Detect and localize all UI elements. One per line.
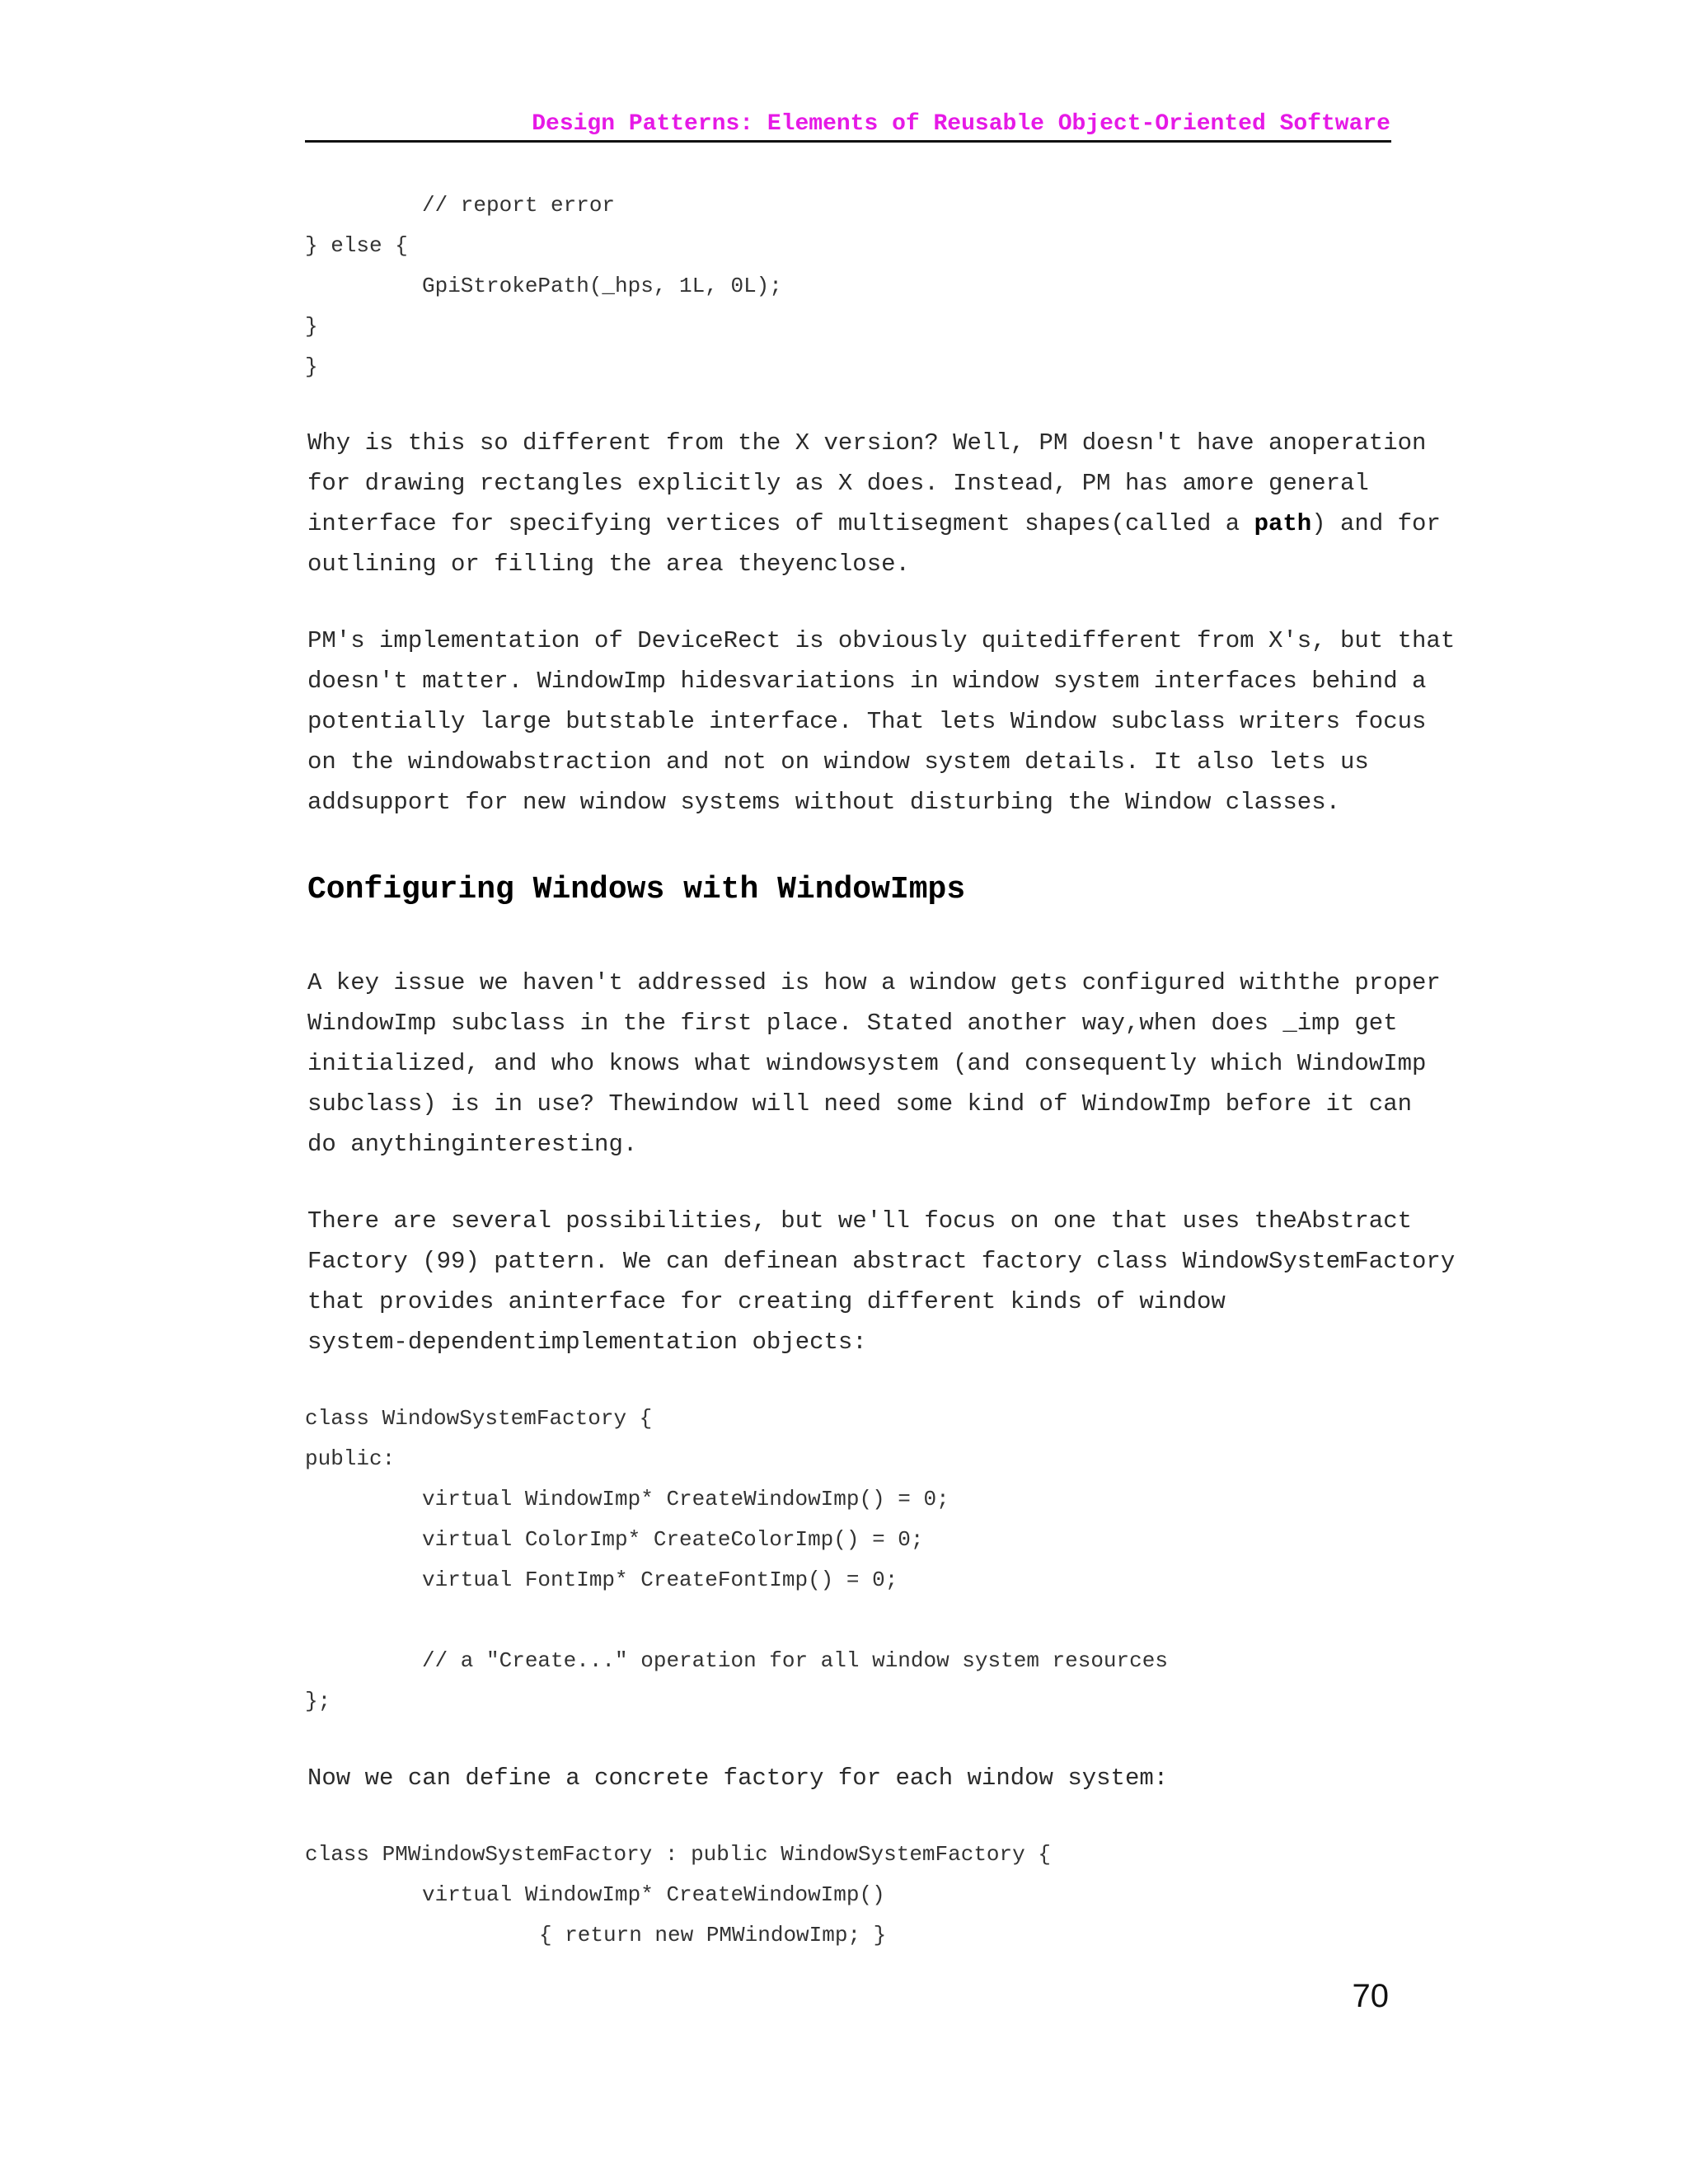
paragraph-line: There are several possibilities, but we'll focus on one that uses theAbstract — [307, 1207, 1413, 1235]
code-line: { return new PMWindowImp; } — [539, 1923, 887, 1947]
paragraph-line: Why is this so different from the X version? Well, PM doesn't have anoperation — [307, 429, 1427, 457]
running-header-title: Design Patterns: Elements of Reusable Object-Oriented Software — [532, 111, 1390, 137]
code-line: } else { — [305, 233, 408, 258]
code-line: } — [305, 354, 318, 379]
code-line: } — [305, 314, 318, 339]
paragraph-line — [307, 504, 1441, 544]
paragraph-line: PM's implementation of DeviceRect is obviously quitedifferent from X's, but that — [307, 627, 1456, 654]
paragraph-text: ) and for — [1311, 510, 1441, 537]
paragraph-line: WindowImp subclass in the first place. Stated another way,when does _imp get — [307, 1010, 1398, 1037]
section-heading: Configuring Windows with WindowImps — [307, 872, 966, 907]
paragraph-line: doesn't matter. WindowImp hidesvariations in window system interfaces behind a — [307, 668, 1427, 695]
paragraph-line: Factory (99) pattern. We can definean abstract factory class WindowSystemFactory — [307, 1248, 1456, 1275]
paragraph-line: system-dependentimplementation objects: — [307, 1329, 867, 1356]
code-line: virtual WindowImp* CreateWindowImp() = 0; — [422, 1487, 950, 1511]
code-line: class PMWindowSystemFactory : public WindowSystemFactory { — [305, 1842, 1051, 1867]
paragraph-line: A key issue we haven't addressed is how a window gets configured withthe proper — [307, 969, 1441, 996]
code-line: virtual WindowImp* CreateWindowImp() — [422, 1882, 885, 1907]
header-rule — [305, 140, 1391, 143]
emphasized-term: path — [1254, 510, 1312, 537]
paragraph-5: Now we can define a concrete factory for each window system: — [307, 1765, 1169, 1792]
paragraph-line: outlining or filling the area theyenclose. — [307, 551, 910, 578]
code-line: public: — [305, 1446, 396, 1471]
paragraph-line: initialized, and who knows what windowsystem (and consequently which WindowImp — [307, 1050, 1427, 1077]
code-line: virtual ColorImp* CreateColorImp() = 0; — [422, 1527, 924, 1552]
code-line: }; — [305, 1689, 331, 1713]
paragraph-line: do anythinginteresting. — [307, 1131, 638, 1158]
code-line: GpiStrokePath(_hps, 1L, 0L); — [422, 274, 782, 298]
code-line: // a "Create..." operation for all window system resources — [422, 1648, 1168, 1673]
paragraph-line: that provides aninterface for creating different kinds of window — [307, 1288, 1226, 1315]
paragraph-line: addsupport for new window systems without disturbing the Window classes. — [307, 789, 1341, 816]
code-line: // report error — [422, 193, 616, 218]
paragraph-line: for drawing rectangles explicitly as X does. Instead, PM has amore general — [307, 470, 1369, 497]
paragraph-line: potentially large butstable interface. That lets Window subclass writers focus — [307, 708, 1427, 735]
paragraph-line: subclass) is in use? Thewindow will need some kind of WindowImp before it can — [307, 1090, 1413, 1118]
paragraph-text: interface for specifying vertices of multisegment shapes(called a — [307, 510, 1254, 537]
code-line: virtual FontImp* CreateFontImp() = 0; — [422, 1568, 898, 1592]
code-line: class WindowSystemFactory { — [305, 1406, 653, 1431]
page-number: 70 — [1352, 1978, 1389, 2014]
paragraph-line: on the windowabstraction and not on window system details. It also lets us — [307, 748, 1369, 776]
